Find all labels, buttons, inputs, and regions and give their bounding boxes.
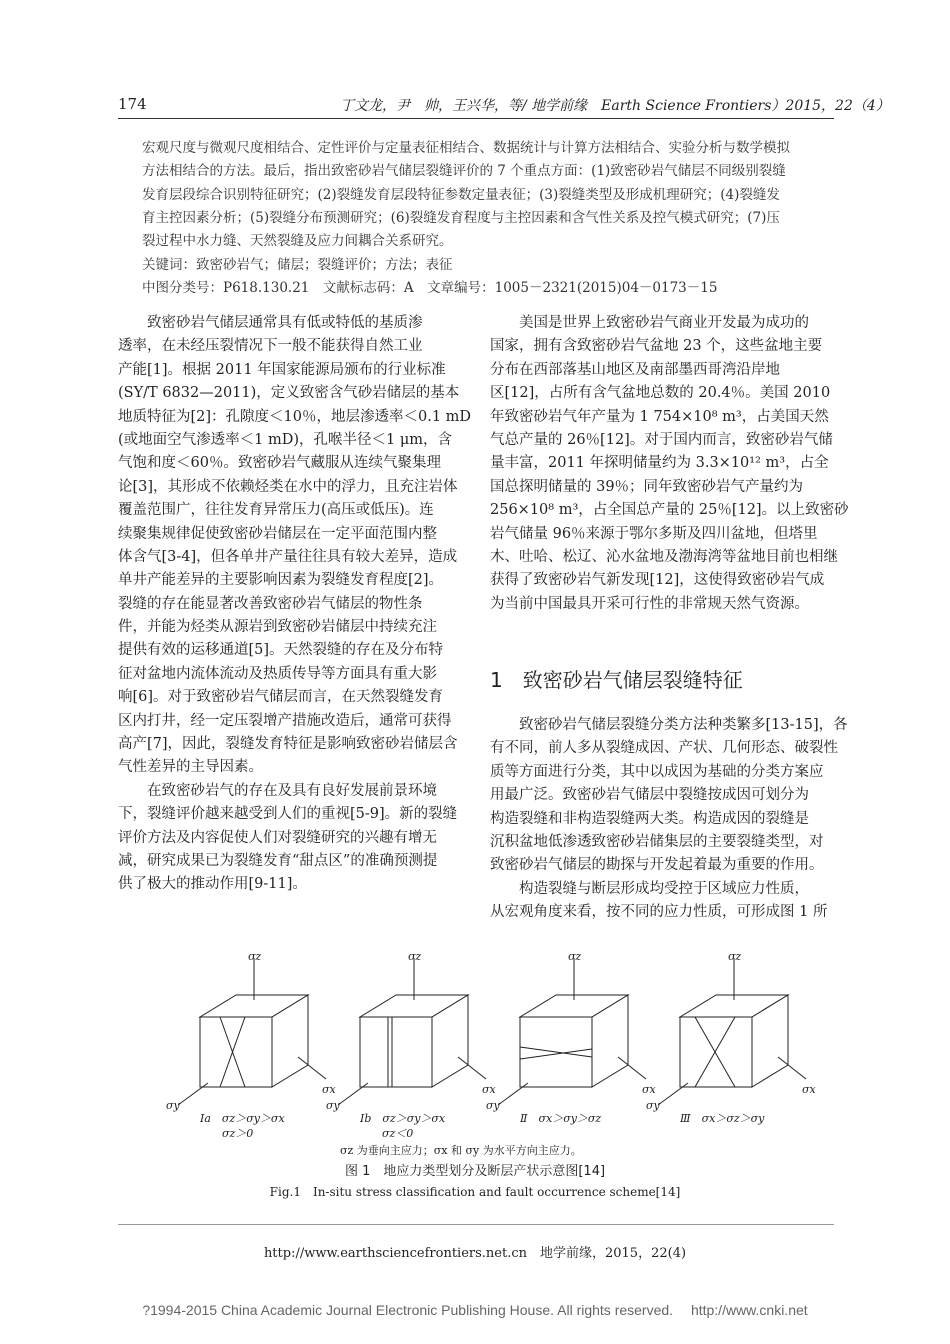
text-line: 木、吐哈、松辽、沁水盆地及渤海湾等盆地目前也相继 bbox=[490, 548, 838, 565]
text-line: 用最广泛。致密砂岩气储层中裂缝按成因可划分为 bbox=[490, 787, 809, 804]
text-line: 256×10⁸ m³，占全国总产量的 25％[12]。以上致密砂 bbox=[490, 502, 849, 519]
text-line: 从宏观角度来看，按不同的应力性质，可形成图 1 所 bbox=[490, 904, 828, 921]
sigma-y-arrow bbox=[178, 1083, 208, 1105]
text-line: 响[6]。对于致密砂岩气储层而言，在天然裂缝发育 bbox=[118, 689, 444, 706]
sigma-y-arrow bbox=[338, 1083, 368, 1105]
footer-text: http://www.earthsciencefrontiers.net.cn 地学前缘，2015，22(4) bbox=[263, 1246, 687, 1261]
sigma-y-label: σy bbox=[326, 1099, 340, 1112]
text-line: 提供有效的运移通道[5]。天然裂缝的存在及分布特 bbox=[118, 642, 444, 659]
text-line: 国家，拥有含致密砂岩气盆地 23 个，这些盆地主要 bbox=[490, 338, 823, 355]
panel-sublabel: σz＜0 bbox=[382, 1127, 414, 1140]
text-line: 产能[1]。根据 2011 年国家能源局颁布的行业标准 bbox=[118, 361, 446, 378]
figure-panel bbox=[486, 950, 657, 1125]
text-line: 续聚集规律促使致密砂岩储层在一定平面范围内整 bbox=[118, 525, 437, 542]
page-number: 174 bbox=[118, 95, 147, 113]
sigma-z-label: σz bbox=[408, 950, 422, 963]
text-line: 美国是世界上致密砂岩气商业开发最为成功的 bbox=[490, 315, 809, 331]
text-line: 有不同，前人多从裂缝成因、产状、几何形态、破裂性 bbox=[490, 740, 838, 757]
text-line: 沉积盆地低渗透致密砂岩储集层的主要裂缝类型，对 bbox=[490, 833, 824, 850]
abstract-line: 发育层段综合识别特征研究；(2)裂缝发育层段特征参数定量表征；(3)裂缝类型及形成机理研究；(4)裂缝发 bbox=[142, 186, 780, 203]
footer-rule bbox=[118, 1224, 834, 1225]
text-line: 件，并能为烃类从源岩到致密砂岩储层中持续充注 bbox=[118, 619, 437, 636]
text-line: 区[12]，占所有含气盆地总数的 20.4％。美国 2010 bbox=[490, 385, 831, 402]
text-line: 区内打井，经一定压裂增产措施改造后，通常可获得 bbox=[118, 712, 452, 729]
fault-diagram bbox=[150, 950, 816, 1150]
text-line: (SY/T 6832—2011)，定义致密含气砂岩储层的基本 bbox=[118, 385, 460, 402]
text-line: 地质特征为[2]：孔隙度＜10％，地层渗透率＜0.1 mD bbox=[118, 408, 472, 425]
text-line: 构造裂缝与断层形成均受控于区域应力性质， bbox=[490, 880, 809, 897]
figure-caption-en: Fig.1 In-situ stress classification and fault occurrence scheme[14] bbox=[269, 1185, 681, 1199]
sigma-z-label: σz bbox=[568, 950, 582, 963]
text-line: 论[3]，其形成不依赖烃类在水中的浮力，且充注岩体 bbox=[118, 478, 458, 495]
right-column bbox=[490, 312, 849, 616]
text-line: 气性差异的主导因素。 bbox=[118, 759, 263, 776]
panel-label: Ⅲ σx＞σz＞σy bbox=[680, 1112, 765, 1125]
block-front bbox=[200, 1017, 272, 1087]
sigma-x-label: σx bbox=[322, 1083, 336, 1096]
panel-label: Ⅰb σz＞σy＞σx bbox=[360, 1112, 446, 1125]
text-line: 高产[7]，因此，裂缝发育特征是影响致密砂岩储层含 bbox=[118, 736, 458, 753]
text-line: 下，裂缝评价越来越受到人们的重视[5-9]。新的裂缝 bbox=[118, 806, 458, 823]
text-line: 致密砂岩气储层通常具有低或特低的基质渗 bbox=[118, 315, 423, 331]
panel-label: Ⅰa σz＞σy＞σx bbox=[200, 1112, 285, 1125]
abstract-line: 宏观尺度与微观尺度相结合、定性评价与定量表征相结合、数据统计与计算方法相结合、实验分析与数学模拟 bbox=[142, 140, 790, 156]
figure-caption-cn: 图 1 地应力类型划分及断层产状示意图[14] bbox=[344, 1164, 606, 1179]
text-line: 为当前中国最具开采可行性的非常规天然气资源。 bbox=[490, 595, 809, 612]
text-line: 供了极大的推动作用[9-11]。 bbox=[118, 876, 307, 893]
text-line: 年致密砂岩气年产量为 1 754×10⁸ m³，占美国天然 bbox=[490, 408, 829, 425]
sigma-x-label: σx bbox=[482, 1083, 496, 1096]
text-line: 透率，在未经压裂情况下一般不能获得自然工业 bbox=[118, 338, 423, 355]
sigma-z-label: σz bbox=[248, 950, 262, 963]
text-line: 获得了致密砂岩气新发现[12]，这使得致密砂岩气成 bbox=[490, 572, 825, 589]
left-column bbox=[118, 312, 472, 897]
text-line: 征对盆地内流体流动及热质传导等方面具有重大影 bbox=[118, 665, 437, 682]
sigma-y-label: σy bbox=[486, 1099, 500, 1112]
sigma-y-label: σy bbox=[646, 1099, 660, 1112]
text-line: 质等方面进行分类，其中以成因为基础的分类方案应 bbox=[490, 763, 824, 780]
block-front bbox=[680, 1017, 752, 1087]
abstract-line: 中图分类号：P618.130.21 文献标志码：A 文章编号：1005－2321(2015)04－0173－15 bbox=[142, 279, 718, 296]
text-line: 分布在西部落基山地区及南部墨西哥湾沿岸地 bbox=[490, 361, 780, 378]
figure-panel bbox=[646, 950, 817, 1125]
figure-panel bbox=[166, 950, 337, 1140]
sigma-y-label: σy bbox=[166, 1099, 180, 1112]
text-line: 裂缝的存在能显著改善致密砂岩气储层的物性条 bbox=[118, 595, 423, 612]
text-line: 气总产量的 26％[12]。对于国内而言，致密砂岩气储 bbox=[490, 431, 833, 448]
text-line: 评价方法及内容促使人们对裂缝研究的兴趣有增无 bbox=[118, 829, 437, 846]
sigma-z-label: σz bbox=[728, 950, 742, 963]
figure-panel bbox=[326, 950, 497, 1140]
copyright: ?1994-2015 China Academic Journal Electronic Publishing House. All rights reserved. http://www.cnki.net bbox=[142, 1302, 808, 1318]
running-head: 丁文龙，尹 帅，王兴华，等/ 地学前缘 Earth Science Frontiers）2015，22（4） bbox=[340, 98, 890, 114]
text-line: 致密砂岩气储层裂缝分类方法种类繁多[13-15]，各 bbox=[490, 717, 848, 733]
block-front bbox=[360, 1017, 432, 1087]
header-rule bbox=[118, 118, 834, 119]
abstract-line: 育主控因素分析；(5)裂缝分布预测研究；(6)裂缝发育程度与主控因素和含气性关系及控气模式研究；(7)压 bbox=[142, 209, 780, 226]
text-line: 单井产能差异的主要影响因素为裂缝发育程度[2]。 bbox=[118, 572, 444, 589]
right-column-continued bbox=[490, 714, 848, 925]
text-line: 国总探明储量的 39％；同年致密砂岩气产量约为 bbox=[490, 478, 804, 495]
sigma-y-arrow bbox=[498, 1083, 528, 1105]
text-line: 致密砂岩气储层的勘探与开发起着最为重要的作用。 bbox=[490, 857, 824, 874]
text-line: 岩气储量 96％来源于鄂尔多斯及四川盆地，但塔里 bbox=[490, 525, 818, 542]
abstract-line: 裂过程中水力缝、天然裂缝及应力间耦合关系研究。 bbox=[142, 233, 453, 250]
text-line: 气饱和度＜60％。致密砂岩气藏服从连续气聚集理 bbox=[118, 455, 441, 472]
text-line: (或地面空气渗透率＜1 mD)，孔喉半径＜1 μm，含 bbox=[118, 431, 453, 448]
panel-label: Ⅱ σx＞σy＞σz bbox=[520, 1112, 602, 1125]
text-line: 体含气[3-4]，但各单井产量往往具有较大差异，造成 bbox=[118, 548, 458, 565]
sigma-y-arrow bbox=[658, 1083, 688, 1105]
text-line: 在致密砂岩气的存在及具有良好发展前景环境 bbox=[118, 782, 437, 799]
text-line: 构造裂缝和非构造裂缝两大类。构造成因的裂缝是 bbox=[490, 810, 809, 827]
panel-sublabel: σz＞0 bbox=[222, 1127, 254, 1140]
sigma-x-label: σx bbox=[642, 1083, 656, 1096]
text-line: 量丰富，2011 年探明储量约为 3.3×10¹² m³，占全 bbox=[490, 455, 829, 472]
figure-note: σz 为垂向主应力；σx 和 σy 为水平方向主应力。 bbox=[340, 1144, 582, 1157]
abstract-line: 方法相结合的方法。最后，指出致密砂岩气储层裂缝评价的 7 个重点方面：(1)致密砂岩气储层不同级别裂缝 bbox=[142, 163, 786, 180]
text-line: 覆盖范围广，往往发育异常压力(高压或低压)。连 bbox=[118, 502, 434, 519]
text-line: 减，研究成果已为裂缝发育“甜点区”的准确预测提 bbox=[118, 852, 438, 869]
figure-1 bbox=[150, 950, 816, 1150]
section-title: 1 致密砂岩气储层裂缝特征 bbox=[490, 668, 743, 692]
abstract-line: 关键词：致密砂岩气；储层；裂缝评价；方法；表征 bbox=[142, 256, 453, 273]
sigma-x-label: σx bbox=[802, 1083, 816, 1096]
